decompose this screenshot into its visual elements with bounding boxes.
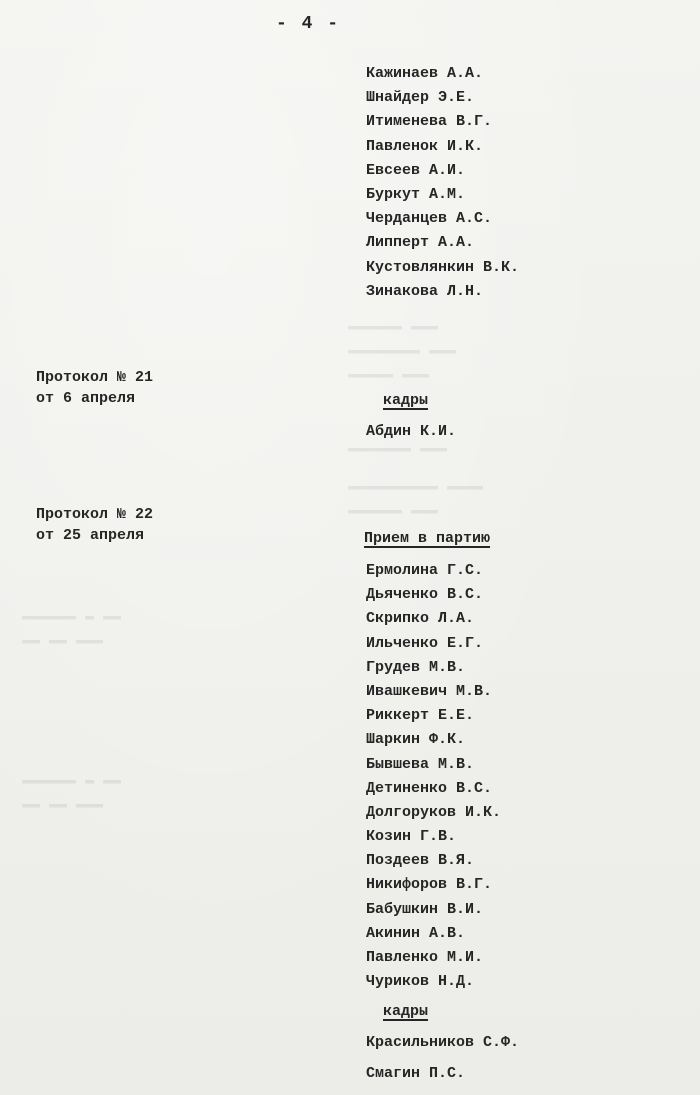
bleed-through-text: ▬▬ ▬▬ ▬▬▬ [22, 796, 104, 813]
list-item: Абдин К.И. [366, 423, 457, 440]
protocol-22-label [36, 504, 153, 546]
list-item: Итименева В.Г. [366, 113, 493, 131]
protocol-date: от 6 апреля [36, 390, 136, 407]
list-item: Дьяченко В.С. [366, 586, 484, 604]
bleed-through-text: ▬▬▬▬▬▬▬ ▬▬▬ [348, 440, 448, 457]
list-item: Павленок И.К. [366, 137, 484, 155]
list-item: Евсеев А.И. [366, 161, 466, 179]
list-item: Липперт А.А. [366, 234, 475, 252]
list-item: Никифоров В.Г. [366, 876, 493, 894]
list-item: Риккерт Е.Е. [366, 707, 475, 725]
protocol-date: от 25 апреля [36, 527, 145, 544]
list-item: Козин Г.В. [366, 828, 457, 846]
list-item: Скрипко Л.А. [366, 610, 475, 628]
protocol-title: Протокол № 22 [36, 506, 154, 523]
list-item: Бабушкин В.И. [366, 900, 484, 918]
section-heading-cadres: кадры [383, 1003, 429, 1020]
protocol-title: Протокол № 21 [36, 369, 154, 386]
list-item: Детиненко В.С. [366, 779, 493, 797]
list-item: Павленко М.И. [366, 949, 484, 966]
list-item: Ивашкевич М.В. [366, 682, 493, 700]
section-heading-cadres: кадры [383, 392, 429, 409]
list-item: Зинакова Л.Н. [366, 282, 484, 300]
list-item: Буркут А.М. [366, 185, 466, 203]
bleed-through-text: ▬▬▬▬▬▬ ▬ ▬▬ [22, 772, 122, 789]
list-item: Смагин П.С. [366, 1065, 466, 1082]
list-item: Чуриков Н.Д. [366, 973, 475, 991]
list-item: Шнайдер Э.Е. [366, 89, 475, 107]
name-list-top [366, 62, 519, 304]
list-item: Красильников С.Ф. [366, 1034, 520, 1051]
list-item: Бывшева М.В. [366, 755, 475, 773]
list-item: Ильченко Е.Г. [366, 634, 484, 652]
list-item: Шаркин Ф.К. [366, 731, 466, 749]
list-item: Поздеев В.Я. [366, 852, 475, 870]
bleed-through-text: ▬▬▬▬▬▬ ▬ ▬▬ [22, 608, 122, 625]
list-item: Акинин А.В. [366, 924, 466, 942]
bleed-through-text: ▬▬▬▬▬▬▬▬ ▬▬▬ [348, 342, 457, 359]
bleed-through-text: ▬▬▬▬▬▬▬▬▬▬ ▬▬▬▬ [348, 478, 484, 495]
bleed-through-text: ▬▬▬▬▬▬ ▬▬▬ [348, 318, 439, 335]
section-heading-admission: Прием в партию [364, 530, 491, 547]
protocol-21-label [36, 367, 153, 409]
bleed-through-text: ▬▬▬▬▬▬ ▬▬▬ [348, 502, 439, 519]
list-item: Кажинаев А.А. [366, 65, 484, 82]
page-number: - 4 - [276, 14, 341, 34]
list-item: Черданцев А.С. [366, 210, 493, 228]
list-item: Долгоруков И.К. [366, 803, 502, 821]
bleed-through-text: ▬▬▬▬▬ ▬▬▬ [348, 366, 430, 383]
list-item: Ермолина Г.С. [366, 562, 484, 579]
name-list-admission [366, 559, 501, 994]
list-item: Грудев М.В. [366, 658, 466, 676]
bleed-through-text: ▬▬ ▬▬ ▬▬▬ [22, 632, 104, 649]
list-item: Кустовлянкин В.К. [366, 258, 520, 276]
